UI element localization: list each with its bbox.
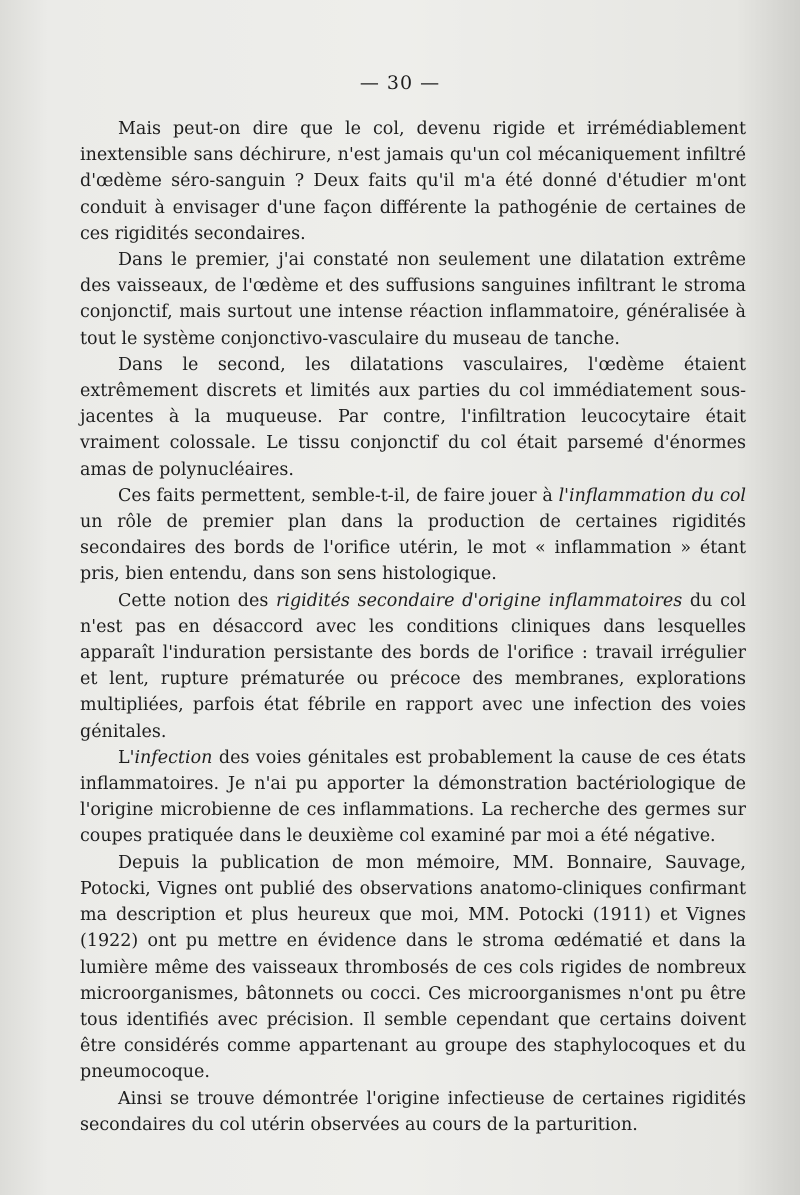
- text-run: Depuis la publication de mon mémoire, MM. Bonnaire, Sauvage, Potocki, Vignes ont publié des observations anatomo-cliniques confirmant ma description et plus heureux que moi, MM. Potocki (1911) et Vignes (1922) ont pu mettre en évidence dans le stroma œdématié et dans la lumière même des vaisseaux thrombosés de ces cols rigides de nombreux microorganismes, bâtonnets ou cocci. Ces microorganismes n'ont pu être tous identifiés avec précision. Il semble cependant que certains doivent être considérés comme appartenant au groupe des staphylocoques et du pneumocoque.: [80, 852, 746, 1083]
- italic-phrase: l'inflammation du col: [558, 485, 746, 506]
- paragraph: [80, 352, 746, 483]
- text-run: du col n'est pas en désaccord avec les conditions cliniques dans lesquelles apparaît l'induration persistante des bords de l'orifice : travail irrégulier et lent, rupture prématurée ou précoce des membranes, explorations multipliées, parfois état fébrile en rapport avec une infection des voies génitales.: [80, 590, 747, 742]
- text-run: un rôle de premier plan dans la production de certaines rigidités secondaires des bords de l'orifice utérin, le mot « inflammation » étant pris, bien entendu, dans son sens histologique.: [80, 512, 746, 585]
- body-text: [80, 116, 746, 1138]
- italic-phrase: infection: [134, 747, 213, 768]
- text-run: Dans le premier, j'ai constaté non seulement une dilatation extrême des vaisseaux, de l'œdème et des suffusions sanguines infiltrant le stroma conjonctif, mais surtout une intense réaction inflammatoire, généralisée à tout le système conjonctivo-vasculaire du museau de tanche.: [80, 250, 746, 349]
- paragraph: [80, 850, 746, 1086]
- paragraph: [80, 483, 746, 588]
- paragraph: [80, 1086, 746, 1138]
- page-number: — 30 —: [359, 72, 441, 94]
- text-run: des voies génitales est probablement la cause de ces états inflammatoires. Je n'ai pu apporter la démonstration bactériologique de l'origine microbienne de ces inflammations. La recherche des germes sur coupes pratiquée dans le deuxième col examiné par moi a été négative.: [80, 747, 746, 847]
- text-run: Dans le second, les dilatations vasculaires, l'œdème étaient extrêmement discrets et limités aux parties du col immédiatement sous-jacentes à la muqueuse. Par contre, l'infiltration leucocytaire était vraiment colossale. Le tissu conjonctif du col était parsemé d'énormes amas de polynucléaires.: [80, 354, 746, 480]
- text-run: Mais peut-on dire que le col, devenu rigide et irrémédiablement inextensible sans déchirure, n'est jamais qu'un col mécaniquement infiltré d'œdème séro-sanguin ? Deux faits qu'il m'a été donné d'étudier m'ont conduit à envisager d'une façon différente la pathogénie de certaines de ces rigidités secondaires.: [80, 119, 746, 244]
- text-run: Ainsi se trouve démontrée l'origine infectieuse de certaines rigidités secondaires du col utérin observées au cours de la parturition.: [80, 1088, 746, 1135]
- paragraph: [80, 247, 746, 352]
- text-run: L': [118, 747, 135, 768]
- text-run: Cette notion des: [118, 590, 276, 611]
- paragraph: [80, 745, 746, 850]
- paragraph: [80, 588, 746, 745]
- paragraph: [80, 116, 746, 247]
- italic-phrase: rigidités secondaire d'origine inflammatoires: [275, 590, 683, 611]
- text-run: Ces faits permettent, semble-t-il, de faire jouer à: [118, 485, 559, 506]
